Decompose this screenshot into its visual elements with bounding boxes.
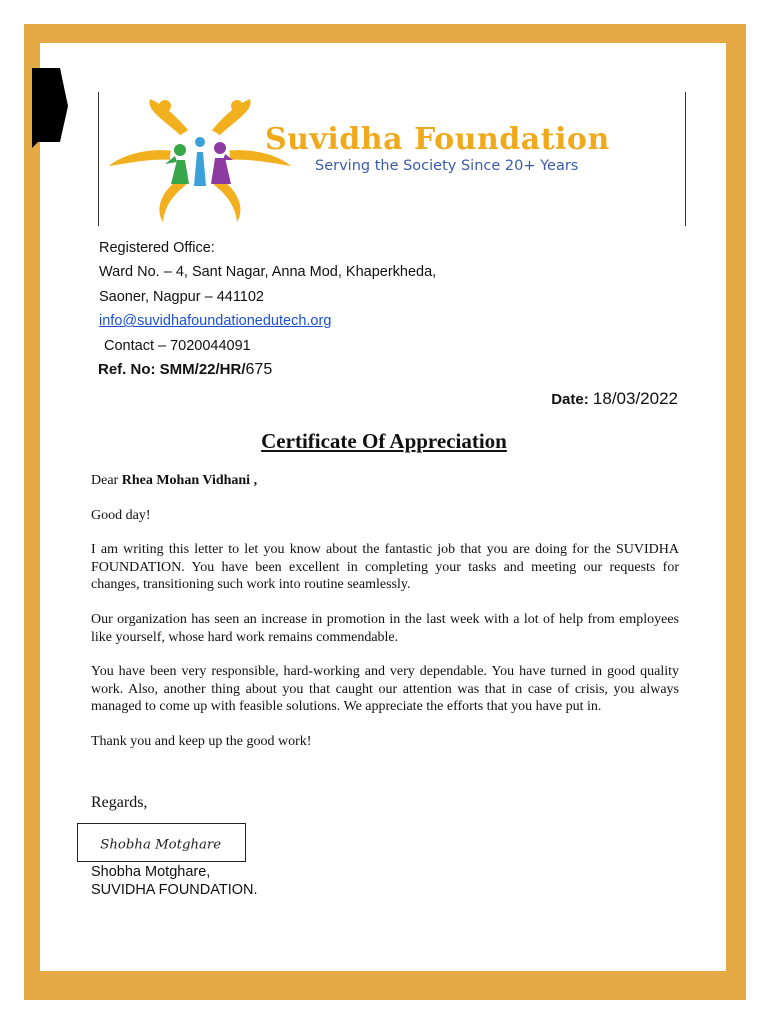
signature-script: Shobha Motghare <box>100 837 222 853</box>
signatory <box>91 863 258 899</box>
page-tab-marker <box>32 68 68 148</box>
office-address-line2: Saoner, Nagpur – 441102 <box>99 288 265 305</box>
paragraph-thanks: Thank you and keep up the good work! <box>91 733 312 749</box>
closing: Regards, <box>91 794 148 811</box>
recipient-name: Rhea Mohan Vidhani , <box>121 473 258 488</box>
date-label: Date: <box>551 391 593 408</box>
signatory-name: Shobha Motghare, <box>91 864 211 880</box>
salutation-line <box>91 472 679 490</box>
paragraph-qualities: You have been very responsible, hard-working and very dependable. You have turned in good quality work. Also, another thing about you that caught our attention was that in case of crisis, you always managed to come up with feasible solutions. We appreciate the efforts that you have put in. <box>91 664 679 715</box>
people-sun-logo-icon <box>105 94 295 224</box>
salutation: Dear <box>91 473 122 488</box>
handwritten-signature <box>78 824 245 861</box>
signature-box <box>77 823 246 862</box>
certificate-title: Certificate Of Appreciation <box>261 429 507 453</box>
office-email-link[interactable]: info@suvidhafoundationedutech.org <box>99 313 332 330</box>
signatory-org: SUVIDHA FOUNDATION. <box>91 882 258 898</box>
ref-number: 675 <box>245 361 273 378</box>
letter-body <box>91 472 679 768</box>
paragraph-promotion: Our organization has seen an increase in promotion in the last week with a lot of help from employees like yourself, whose hard work remains commendable. <box>91 611 679 645</box>
office-contact: Contact – 7020044091 <box>104 337 251 354</box>
registered-office <box>99 236 436 358</box>
ref-label: Ref. No: SMM/22/HR/ <box>98 361 246 378</box>
reference-number <box>98 361 272 379</box>
brand-tagline: Serving the Society Since 20+ Years <box>315 158 579 174</box>
paragraph-greeting: Good day! <box>91 507 151 523</box>
letterhead <box>98 92 686 226</box>
paragraph-intro: I am writing this letter to let you know about the fantastic job that you are doing for the SUVIDHA FOUNDATION. You have been excellent in completing your tasks and meeting our requests for changes, transitioning such work into routine seamlessly. <box>91 542 679 593</box>
brand-name: Suvidha Foundation <box>265 122 610 157</box>
letter-date <box>551 389 678 409</box>
office-label: Registered Office: <box>99 240 215 256</box>
date-value: 18/03/2022 <box>592 389 678 408</box>
office-address-line1: Ward No. – 4, Sant Nagar, Anna Mod, Khaperkheda, <box>99 264 437 281</box>
